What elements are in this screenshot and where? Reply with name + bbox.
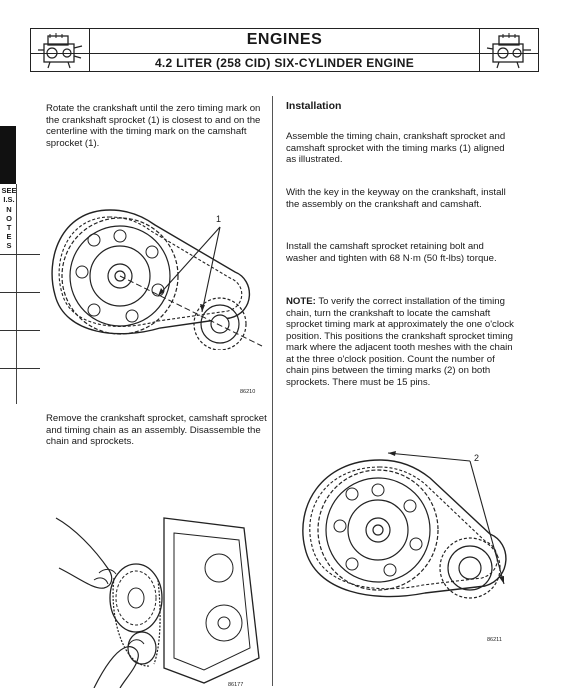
- right-paragraph-3: Install the camshaft sprocket retaining bolt and washer and tighten with 68 N·m (50 ft-lbs) torque.: [286, 241, 497, 264]
- side-tab-rule: [16, 184, 17, 404]
- note-label: NOTE:: [286, 296, 316, 307]
- side-tab-line: [0, 292, 40, 293]
- timing-chain-figure-2: [290, 448, 515, 618]
- right-paragraph-2: With the key in the keyway on the crankshaft, install the assembly on the crankshaft and camshaft.: [286, 187, 506, 210]
- right-paragraph-1: Assemble the timing chain, crankshaft sprocket and camshaft sprocket with the timing marks (1) aligned as illustrated.: [286, 131, 506, 165]
- note-paragraph: [286, 296, 514, 388]
- left-paragraph-2: Remove the crankshaft sprocket, camshaft sprocket and timing chain as an assembly. Disassemble the chain and sprockets.: [46, 413, 267, 447]
- sprocket-removal-figure: [54, 498, 268, 688]
- column-divider: [272, 96, 273, 686]
- left-paragraph-1: Rotate the crankshaft until the zero timing mark on the crankshaft sprocket (1) is closest to and on the centerline with the timing mark on the camshaft sprocket (1).: [46, 103, 261, 149]
- engine-logo-right-icon: [483, 30, 535, 70]
- side-tab-marker: [0, 126, 16, 184]
- header-divider: [30, 53, 539, 54]
- side-tab-line: [0, 254, 40, 255]
- figure-2-number: 86177: [228, 682, 244, 688]
- page-title: ENGINES: [246, 31, 323, 48]
- side-tab-line: [0, 330, 40, 331]
- figure-3-callout: 2: [474, 453, 480, 463]
- note-text: To verify the correct installation of the timing chain, turn the crankshaft to locate the camshaft sprocket timing mark at approximately the one o'clock position. This positions the crankshaft sprocket timing mark where the adjacent tooth meshes with the chain at the three o'clock position. Count the number of chain pins between the timing marks (2) on both sprockets. There must be 15 pins.: [286, 296, 514, 388]
- figure-1-number: 86210: [240, 389, 256, 395]
- side-tab-line: [0, 368, 40, 369]
- side-tab-see-notes: SEE I.S. N O T E S: [1, 186, 17, 250]
- page-subtitle: 4.2 LITER (258 CID) SIX-CYLINDER ENGINE: [154, 56, 415, 70]
- installation-heading: Installation: [286, 100, 342, 112]
- timing-chain-figure-1: [40, 200, 270, 350]
- figure-3-number: 86211: [487, 637, 502, 643]
- engine-logo-left-icon: [34, 30, 86, 70]
- figure-1-callout: 1: [216, 214, 222, 224]
- header-right-divider: [479, 28, 480, 72]
